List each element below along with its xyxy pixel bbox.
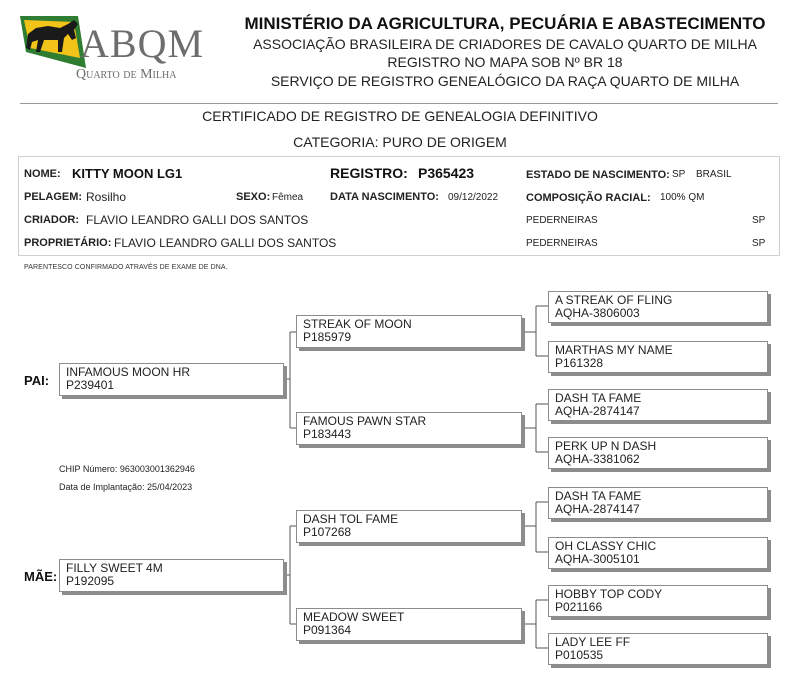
paternal-granddam-name: FAMOUS PAWN STAR — [303, 414, 427, 428]
registro-value: P365423 — [418, 165, 475, 181]
great-grandparent-name: A STREAK OF FLING — [555, 293, 673, 307]
sexo-label: SEXO: — [236, 191, 271, 203]
proprietario-label: PROPRIETÁRIO: — [24, 237, 112, 249]
nascimento-label: DATA NASCIMENTO: — [330, 191, 439, 203]
great-grandparent-reg: P161328 — [555, 356, 604, 370]
proprietario-cidade: PEDERNEIRAS — [526, 238, 598, 249]
dam-box — [59, 559, 284, 592]
registro-label: REGISTRO: — [330, 165, 408, 181]
criador-uf: SP — [752, 215, 766, 226]
great-grandparent-reg: P021166 — [555, 600, 603, 614]
great-grandparent-name: MARTHAS MY NAME — [555, 343, 673, 357]
service-name: SERVIÇO DE REGISTRO GENEALÓGICO DA RAÇA QUARTO DE MILHA — [270, 73, 740, 89]
pelagem-label: PELAGEM: — [24, 191, 83, 203]
maternal-granddam-box — [296, 608, 522, 641]
composicao-label: COMPOSIÇÃO RACIAL: — [526, 192, 651, 204]
great-grandparent-name: OH CLASSY CHIC — [555, 539, 657, 553]
dam-name: FILLY SWEET 4M — [66, 561, 163, 575]
logo-brand: ABQM — [80, 21, 205, 66]
dam-reg: P192095 — [66, 574, 115, 588]
certificate-title: CERTIFICADO DE REGISTRO DE GENEALOGIA DEFINITIVO — [202, 108, 598, 124]
nascimento-value: 09/12/2022 — [448, 192, 499, 203]
criador-value: FLAVIO LEANDRO GALLI DOS SANTOS — [86, 213, 309, 227]
pai-label: PAI: — [24, 373, 50, 388]
great-grandparent-box — [548, 437, 768, 469]
registry-number: REGISTRO NO MAPA SOB Nº BR 18 — [387, 54, 623, 70]
estado-label: ESTADO DE NASCIMENTO: — [526, 169, 670, 181]
great-grandparent-reg: AQHA-3005101 — [555, 552, 640, 566]
great-grandparent-reg: AQHA-2874147 — [555, 404, 640, 418]
estado-value: SP — [672, 169, 686, 180]
great-grandparent-box — [548, 487, 768, 519]
pais-value: BRASIL — [696, 169, 732, 180]
maternal-granddam-reg: P091364 — [303, 623, 352, 637]
great-grandparent-box — [548, 291, 768, 323]
great-grandparent-name: DASH TA FAME — [555, 391, 642, 405]
sexo-value: Fêmea — [272, 192, 304, 203]
sire-name: INFAMOUS MOON HR — [66, 365, 191, 379]
great-grandparent-reg: AQHA-3806003 — [555, 306, 640, 320]
name-label: NOME: — [24, 168, 61, 180]
chip-number: CHIP Número: 963003001362946 — [59, 464, 195, 474]
association-name: ASSOCIAÇÃO BRASILEIRA DE CRIADORES DE CAVALO QUARTO DE MILHA — [253, 36, 757, 52]
paternal-granddam-box — [296, 412, 522, 445]
great-grandparent-box — [548, 537, 768, 569]
great-grandparent-reg: AQHA-2874147 — [555, 502, 640, 516]
great-grandparent-box — [548, 633, 768, 665]
maternal-granddam-name: MEADOW SWEET — [303, 610, 405, 624]
chip-implant-date: Data de Implantação: 25/04/2023 — [59, 482, 193, 492]
sire-reg: P239401 — [66, 378, 115, 392]
great-grandparent-name: HOBBY TOP CODY — [555, 587, 663, 601]
great-grandparent-box — [548, 341, 768, 373]
ministry-title: MINISTÉRIO DA AGRICULTURA, PECUÁRIA E ABASTECIMENTO — [244, 14, 766, 33]
certificate-category: CATEGORIA: PURO DE ORIGEM — [293, 134, 507, 150]
paternal-grandsire-reg: P185979 — [303, 330, 352, 344]
great-grandparent-name: PERK UP N DASH — [555, 439, 657, 453]
criador-cidade: PEDERNEIRAS — [526, 215, 598, 226]
pelagem-value: Rosilho — [86, 190, 127, 204]
maternal-grandsire-box — [296, 510, 522, 543]
sire-box — [59, 363, 284, 396]
composicao-value: 100% QM — [660, 192, 705, 203]
great-grandparent-name: LADY LEE FF — [555, 635, 631, 649]
criador-label: CRIADOR: — [24, 214, 79, 226]
maternal-grandsire-reg: P107268 — [303, 525, 352, 539]
great-grandparent-box — [548, 389, 768, 421]
great-grandparent-name: DASH TA FAME — [555, 489, 642, 503]
animal-name: KITTY MOON LG1 — [72, 166, 183, 181]
paternal-granddam-reg: P183443 — [303, 427, 352, 441]
great-grandparent-box — [548, 585, 768, 617]
paternal-grandsire-name: STREAK OF MOON — [303, 317, 412, 331]
dna-note: PARENTESCO CONFIRMADO ATRAVÉS DE EXAME DE DNA. — [24, 264, 228, 271]
mae-label: MÃE: — [24, 569, 58, 584]
paternal-grandsire-box — [296, 315, 522, 348]
proprietario-value: FLAVIO LEANDRO GALLI DOS SANTOS — [114, 236, 337, 250]
proprietario-uf: SP — [752, 238, 766, 249]
logo-subtitle: Quarto de Milha — [76, 67, 177, 82]
great-grandparent-reg: AQHA-3381062 — [555, 452, 640, 466]
great-grandparent-reg: P010535 — [555, 648, 604, 662]
maternal-grandsire-name: DASH TOL FAME — [303, 512, 399, 526]
